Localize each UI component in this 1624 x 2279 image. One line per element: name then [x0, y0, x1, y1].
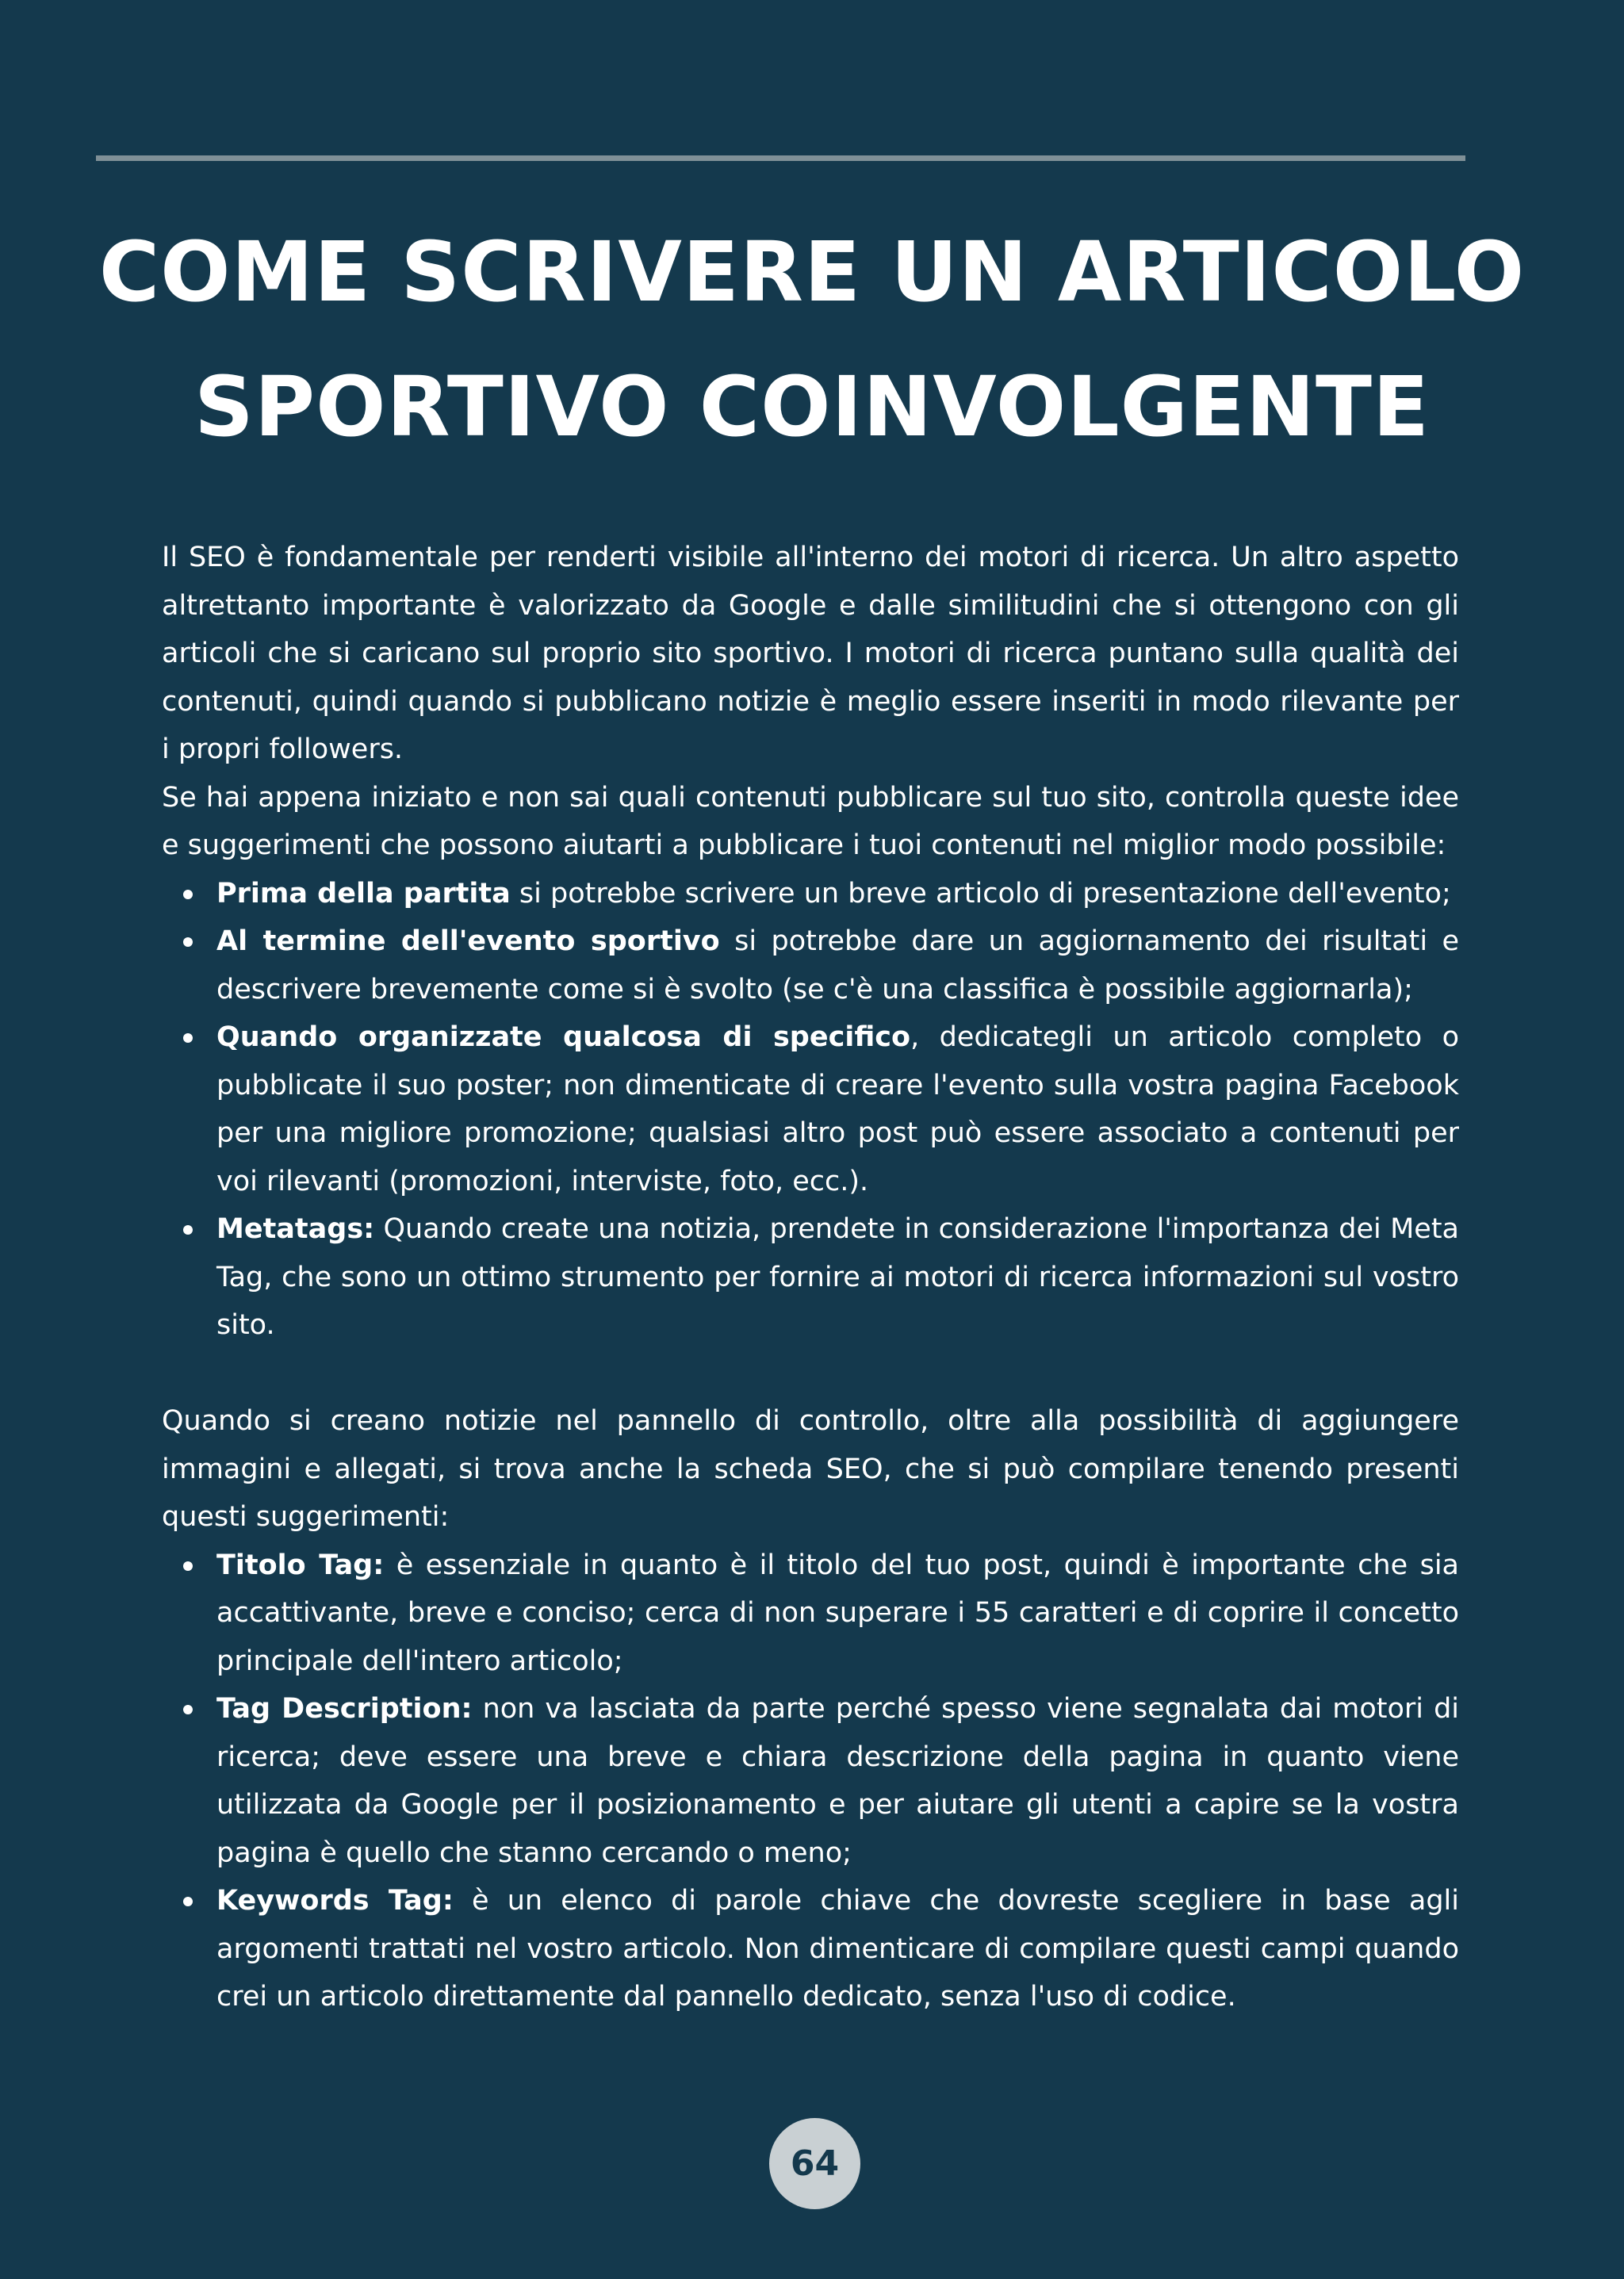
intro-paragraph-2: Se hai appena iniziato e non sai quali contenuti pubblicare sul tuo sito, controlla queste idee e suggerimenti che possono aiutarti a pubblicare i tuoi contenuti nel miglior modo possibile:	[162, 781, 1459, 861]
seo-tips-list	[162, 1542, 1459, 2021]
list-item	[216, 1013, 1459, 1205]
content-ideas-list	[162, 870, 1459, 1350]
title-line-2: SPORTIVO COINVOLGENTE	[193, 358, 1431, 455]
list-item-term: Tag Description:	[216, 1693, 473, 1725]
seo-paragraph: Quando si creano notizie nel pannello di controllo, oltre alla possibilità di aggiungere immagini e allegati, si trova anche la scheda SEO, che si può compilare tenendo presenti questi suggerimenti:	[162, 1405, 1459, 1533]
list-item-term: Al termine dell'evento sportivo	[216, 925, 720, 957]
list-item	[216, 917, 1459, 1013]
list-item-term: Keywords Tag:	[216, 1885, 454, 1917]
list-item	[216, 1685, 1459, 1877]
list-item-term: Prima della partita	[216, 877, 511, 910]
list-item-text: , dedicategli un articolo completo o pubblicate il suo poster; non dimenticate di creare l'evento sulla vostra pagina Facebook per una migliore promozione; qualsiasi altro post può essere associato a contenuti per voi rilevanti (promozioni, interviste, foto, ecc.).	[216, 1021, 1460, 1197]
list-item-term: Quando organizzate qualcosa di specifico	[216, 1021, 911, 1053]
list-item	[216, 870, 1459, 918]
page-number-badge: 64	[769, 2118, 860, 2209]
top-divider	[96, 155, 1465, 161]
section-spacer	[162, 1350, 1459, 1398]
article-body	[162, 534, 1459, 2021]
list-item-text: è essenziale in quanto è il titolo del tuo post, quindi è importante che sia accattivante, breve e conciso; cerca di non superare i 55 caratteri e di coprire il concetto principale dell'intero articolo;	[216, 1549, 1459, 1677]
list-item-text: non va lasciata da parte perché spesso viene segnalata dai motori di ricerca; deve essere una breve e chiara descrizione della pagina in quanto viene utilizzata da Google per il posizionamento e per aiutare gli utenti a capire se la vostra pagina è quello che stanno cercando o meno;	[216, 1693, 1460, 1869]
list-item	[216, 1542, 1459, 1686]
list-item-text: si potrebbe scrivere un breve articolo di presentazione dell'evento;	[510, 877, 1451, 910]
list-item-text: Quando create una notizia, prendete in considerazione l'importanza dei Meta Tag, che sono un ottimo strumento per fornire ai motori di ricerca informazioni sul vostro sito.	[216, 1213, 1459, 1341]
list-item	[216, 1877, 1459, 2021]
title-line-1: COME SCRIVERE UN ARTICOLO	[98, 224, 1526, 320]
list-item	[216, 1205, 1459, 1350]
list-item-term: Metatags:	[216, 1213, 375, 1245]
list-item-term: Titolo Tag:	[216, 1549, 385, 1581]
list-item-text: è un elenco di parole chiave che dovreste scegliere in base agli argomenti trattati nel vostro articolo. Non dimenticare di compilare questi campi quando crei un articolo direttamente dal pannello dedicato, senza l'uso di codice.	[216, 1885, 1459, 2013]
intro-paragraph-1: Il SEO è fondamentale per renderti visibile all'interno dei motori di ricerca. Un altro aspetto altrettanto importante è valorizzato da Google e dalle similitudini che si ottengono con gli articoli che si caricano sul proprio sito sportivo. I motori di ricerca puntano sulla qualità dei contenuti, quindi quando si pubblicano notizie è meglio essere inseriti in modo rilevante per i propri followers.	[162, 542, 1459, 765]
page-title	[96, 205, 1528, 474]
list-item-text: si potrebbe dare un aggiornamento dei risultati e descrivere brevemente come si è svolto (se c'è una classifica è possibile aggiornarla);	[216, 925, 1460, 1005]
